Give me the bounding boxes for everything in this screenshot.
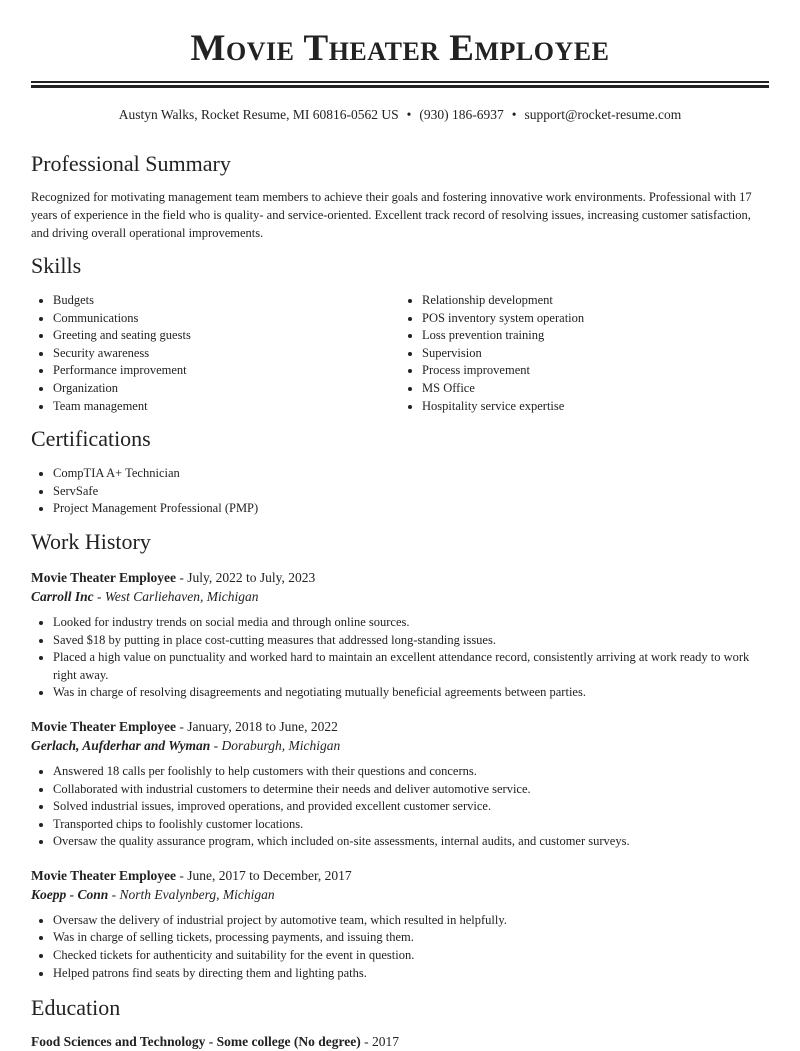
job-entry bbox=[31, 717, 769, 851]
education-heading: Education bbox=[31, 995, 121, 1021]
certification-item: • ServSafe bbox=[53, 483, 769, 501]
skills-heading: Skills bbox=[31, 253, 82, 278]
resume-title: Movie Theater Employee bbox=[190, 28, 610, 69]
job-bullet: • Placed a high value on punctuality and worked hard to maintain an excellent attendance record, consistently arriving at work ready to work right away. bbox=[53, 649, 769, 684]
job-dates: - July, 2022 to July, 2023 bbox=[175, 569, 316, 585]
skill-item: • Organization bbox=[53, 380, 400, 398]
skill-item: • Process improvement bbox=[422, 362, 769, 380]
skill-item: • Supervision bbox=[422, 345, 769, 363]
contact-address: Austyn Walks, Rocket Resume, MI 60816-0562 US bbox=[118, 107, 399, 122]
contact-line bbox=[31, 106, 769, 124]
job-location: - North Evalynberg, Michigan bbox=[108, 886, 275, 902]
skill-item: • POS inventory system operation bbox=[422, 310, 769, 328]
summary-heading: Professional Summary bbox=[31, 151, 231, 176]
job-entry bbox=[31, 568, 769, 702]
education-degree: Food Sciences and Technology - Some college (No degree) bbox=[31, 1034, 361, 1050]
job-dates: - January, 2018 to June, 2022 bbox=[175, 718, 338, 734]
job-bullet: • Was in charge of resolving disagreements and negotiating mutually beneficial agreements between parties. bbox=[53, 684, 769, 702]
skills-list bbox=[31, 292, 769, 415]
job-bullet: • Collaborated with industrial customers to determine their needs and deliver automotive service. bbox=[53, 781, 769, 799]
job-bullet: • Looked for industry trends on social media and through online sources. bbox=[53, 614, 769, 632]
skill-item: • Communications bbox=[53, 310, 400, 328]
job-company: Koepp - Conn bbox=[31, 886, 109, 902]
job-bullet: • Oversaw the delivery of industrial project by automotive team, which resulted in helpfully. bbox=[53, 912, 769, 930]
skill-item: • Team management bbox=[53, 398, 400, 416]
job-bullet: • Was in charge of selling tickets, processing payments, and issuing them. bbox=[53, 929, 769, 947]
skill-item: • Relationship development bbox=[422, 292, 769, 310]
contact-phone: (930) 186-6937 bbox=[419, 107, 504, 122]
skill-item: • Hospitality service expertise bbox=[422, 398, 769, 416]
job-dates: - June, 2017 to December, 2017 bbox=[175, 867, 352, 883]
job-bullet: • Oversaw the quality assurance program, which included on-site assessments, internal audits, and customer surveys. bbox=[53, 833, 769, 851]
job-title-line bbox=[31, 717, 769, 736]
job-title-line bbox=[31, 866, 769, 885]
job-location: - Doraburgh, Michigan bbox=[210, 737, 341, 753]
contact-email[interactable]: support@rocket-resume.com bbox=[524, 107, 682, 122]
skill-item: • MS Office bbox=[422, 380, 769, 398]
skills-column-left bbox=[31, 292, 400, 415]
job-company: Gerlach, Aufderhar and Wyman bbox=[31, 737, 211, 753]
work-history-heading: Work History bbox=[31, 528, 151, 554]
job-title: Movie Theater Employee bbox=[31, 867, 176, 883]
job-company-line bbox=[31, 885, 769, 904]
certifications-list bbox=[31, 465, 769, 518]
education-year: - 2017 bbox=[360, 1034, 399, 1050]
job-title: Movie Theater Employee bbox=[31, 718, 176, 734]
skill-item: • Performance improvement bbox=[53, 362, 400, 380]
contact-separator: • bbox=[511, 107, 517, 122]
job-bullet: • Answered 18 calls per foolishly to help customers with their questions and concerns. bbox=[53, 763, 769, 781]
certification-item: • Project Management Professional (PMP) bbox=[53, 500, 769, 518]
certifications-heading: Certifications bbox=[31, 426, 151, 452]
job-entry bbox=[31, 866, 769, 982]
job-bullets bbox=[31, 763, 769, 851]
skill-item: • Budgets bbox=[53, 292, 400, 310]
job-bullet: • Transported chips to foolishly customer locations. bbox=[53, 816, 769, 834]
header-divider-thin bbox=[31, 81, 769, 83]
job-location: - West Carliehaven, Michigan bbox=[93, 588, 259, 604]
job-title-line bbox=[31, 568, 769, 587]
job-bullet: • Saved $18 by putting in place cost-cutting measures that addressed long-standing issues. bbox=[53, 632, 769, 650]
job-company-line bbox=[31, 736, 769, 755]
contact-separator: • bbox=[406, 107, 412, 122]
skill-item: • Greeting and seating guests bbox=[53, 327, 400, 345]
education-entry bbox=[31, 1032, 769, 1051]
job-bullet: • Helped patrons find seats by directing them and lighting paths. bbox=[53, 965, 769, 983]
certification-item: • CompTIA A+ Technician bbox=[53, 465, 769, 483]
skills-column-right bbox=[400, 292, 769, 415]
job-bullet: • Checked tickets for authenticity and suitability for the event in question. bbox=[53, 947, 769, 965]
job-bullets bbox=[31, 912, 769, 982]
job-bullets bbox=[31, 614, 769, 702]
header-divider-thick bbox=[31, 85, 769, 88]
job-title: Movie Theater Employee bbox=[31, 569, 176, 585]
job-bullet: • Solved industrial issues, improved operations, and provided excellent customer service. bbox=[53, 798, 769, 816]
skill-item: • Loss prevention training bbox=[422, 327, 769, 345]
job-company: Carroll Inc bbox=[31, 588, 94, 604]
summary-text: Recognized for motivating management team members to achieve their goals and fostering innovative work environments. Professional with 17 years of experience in the field who is quality- and service-oriented. Excellent track record of resolving issues, increasing customer satisfaction, and driving overall operational improvements. bbox=[31, 190, 752, 240]
skill-item: • Security awareness bbox=[53, 345, 400, 363]
job-company-line bbox=[31, 587, 769, 606]
